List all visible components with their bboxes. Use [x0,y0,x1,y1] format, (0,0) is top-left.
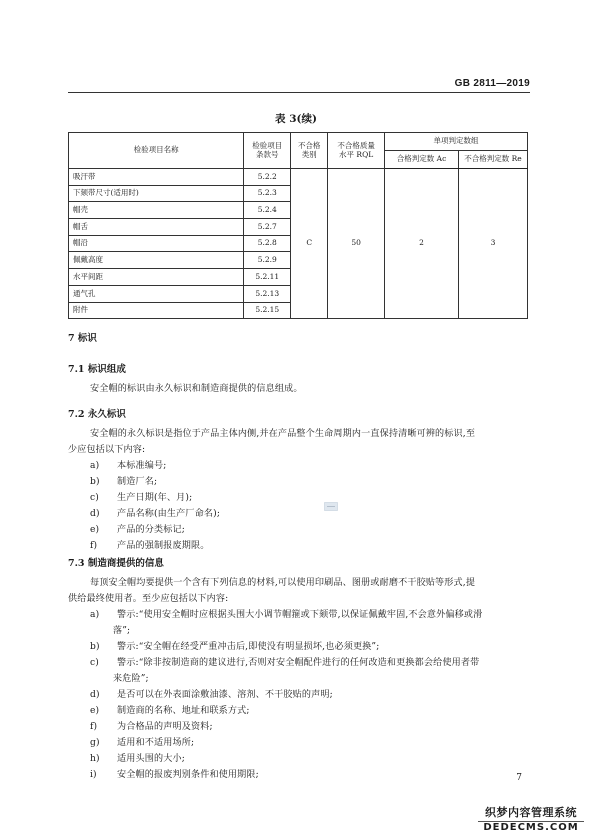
list-marker: i) [90,770,97,780]
cell-category: C [291,169,328,319]
row-clause: 5.2.4 [244,202,291,219]
list-marker: b) [90,477,100,487]
header-re: 不合格判定数 Re [458,151,527,169]
row-item-name: 通气孔 [69,285,244,302]
list-marker: c) [90,493,99,503]
list-marker: f) [90,541,98,551]
cell-re: 3 [458,169,527,319]
list-item [90,522,185,535]
cell-ac: 2 [385,169,459,319]
row-item-name: 帽舌 [69,219,244,236]
table-row [69,169,528,186]
row-clause: 5.2.3 [244,185,291,202]
list-text: 为合格品的声明及资料; [117,722,213,732]
row-clause: 5.2.2 [244,169,291,186]
list-item [90,538,209,551]
list-text: 产品的强制报废期限。 [117,541,210,551]
row-clause: 5.2.8 [244,235,291,252]
stamp-mark [324,502,338,511]
list-item [90,458,166,471]
row-item-name: 水平间距 [69,269,244,286]
row-item-name: 帽沿 [69,235,244,252]
list-text: 警示:“除非按制造商的建议进行,否则对安全帽配件进行的任何改造和更换都会给使用者带 [117,658,480,668]
section-7-2-heading: 7.2 永久标识 [68,409,126,420]
list-marker: g) [90,738,100,748]
header-category-line1: 不合格 [297,141,321,151]
row-clause: 5.2.7 [244,219,291,236]
list-item [90,751,185,764]
list-marker: h) [90,754,100,764]
standard-number: GB 2811—2019 [454,78,530,89]
list-item [90,506,220,519]
inspection-table [68,132,528,319]
list-text: 安全帽的报废判别条件和使用期限; [117,770,259,780]
header-rql-line1: 不合格质量 [337,141,375,151]
list-item [90,607,482,620]
section-7-heading: 7 标识 [68,333,97,344]
list-text: 适用头围的大小; [117,754,185,764]
row-item-name: 附件 [69,302,244,319]
list-marker: c) [90,658,99,668]
list-item [90,687,333,700]
page-number: 7 [516,773,522,783]
list-text: 制造厂名; [117,477,158,487]
row-clause: 5.2.9 [244,252,291,269]
list-marker: d) [90,690,100,700]
header-clause [244,133,291,169]
watermark [478,804,584,833]
cell-rql: 50 [328,169,385,319]
watermark-line2: DEDECMS.COM [478,821,584,833]
list-item-continuation: 落”; [113,626,131,636]
list-marker: d) [90,509,100,519]
list-item [90,719,213,732]
row-item-name: 佩戴高度 [69,252,244,269]
list-marker: a) [90,610,100,620]
row-item-name: 下颏带尺寸(适用时) [69,185,244,202]
list-marker: b) [90,642,100,652]
list-marker: a) [90,461,100,471]
header-category [291,133,328,169]
list-text: 产品名称(由生产厂命名); [117,509,221,519]
list-item [90,639,379,652]
list-text: 产品的分类标记; [117,525,185,535]
row-clause: 5.2.11 [244,269,291,286]
row-item-name: 吸汗带 [69,169,244,186]
table-caption: 表 3(续) [275,113,317,125]
header-rule [68,92,530,93]
row-item-name: 帽壳 [69,202,244,219]
list-item [90,735,194,748]
section-7-1-heading: 7.1 标识组成 [68,364,126,375]
list-text: 警示:“安全帽在经受严重冲击后,即使没有明显损坏,也必须更换”; [117,642,380,652]
list-item [90,767,259,780]
section-7-2-paragraph-line1: 安全帽的永久标识是指位于产品主体内侧,并在产品整个生命周期内一直保持清晰可辨的标识,至 [90,429,476,439]
list-marker: e) [90,706,100,716]
section-7-1-paragraph: 安全帽的标识由永久标识和制造商提供的信息组成。 [90,384,303,394]
list-text: 制造商的名称、地址和联系方式; [117,706,250,716]
list-marker: e) [90,525,100,535]
list-item [90,703,250,716]
list-item [90,474,157,487]
list-text: 本标准编号; [117,461,167,471]
list-item [90,490,192,503]
header-rql [328,133,385,169]
list-text: 警示:“使用安全帽时应根据头围大小调节帽箍或下颏带,以保证佩戴牢固,不会意外偏移或滑 [117,610,483,620]
row-clause: 5.2.13 [244,285,291,302]
section-7-2-paragraph-line2: 少应包括以下内容: [68,445,146,455]
section-7-3-heading: 7.3 制造商提供的信息 [68,558,164,569]
watermark-line1: 织梦内容管理系统 [485,806,577,819]
header-clause-line2: 条款号 [256,149,279,159]
header-judgement-group: 单项判定数组 [385,133,528,151]
list-text: 生产日期(年、月); [117,493,193,503]
header-ac: 合格判定数 Ac [385,151,459,169]
row-clause: 5.2.15 [244,302,291,319]
list-item [90,655,479,668]
list-item-continuation: 来危险”; [113,674,149,684]
section-7-3-paragraph-line1: 每顶安全帽均要提供一个含有下列信息的材料,可以使用印刷品、图册或耐磨不干胶贴等形式,提 [90,578,476,588]
header-category-line2: 类别 [301,149,317,159]
section-7-3-paragraph-line2: 供给最终使用者。至少应包括以下内容: [68,594,229,604]
list-text: 是否可以在外表面涂敷油漆、溶剂、不干胶贴的声明; [117,690,333,700]
list-marker: f) [90,722,98,732]
header-rql-line2: 水平 RQL [339,149,374,159]
header-item-name: 检验项目名称 [69,133,244,169]
header-clause-line1: 检验项目 [252,141,283,151]
list-text: 适用和不适用场所; [117,738,195,748]
